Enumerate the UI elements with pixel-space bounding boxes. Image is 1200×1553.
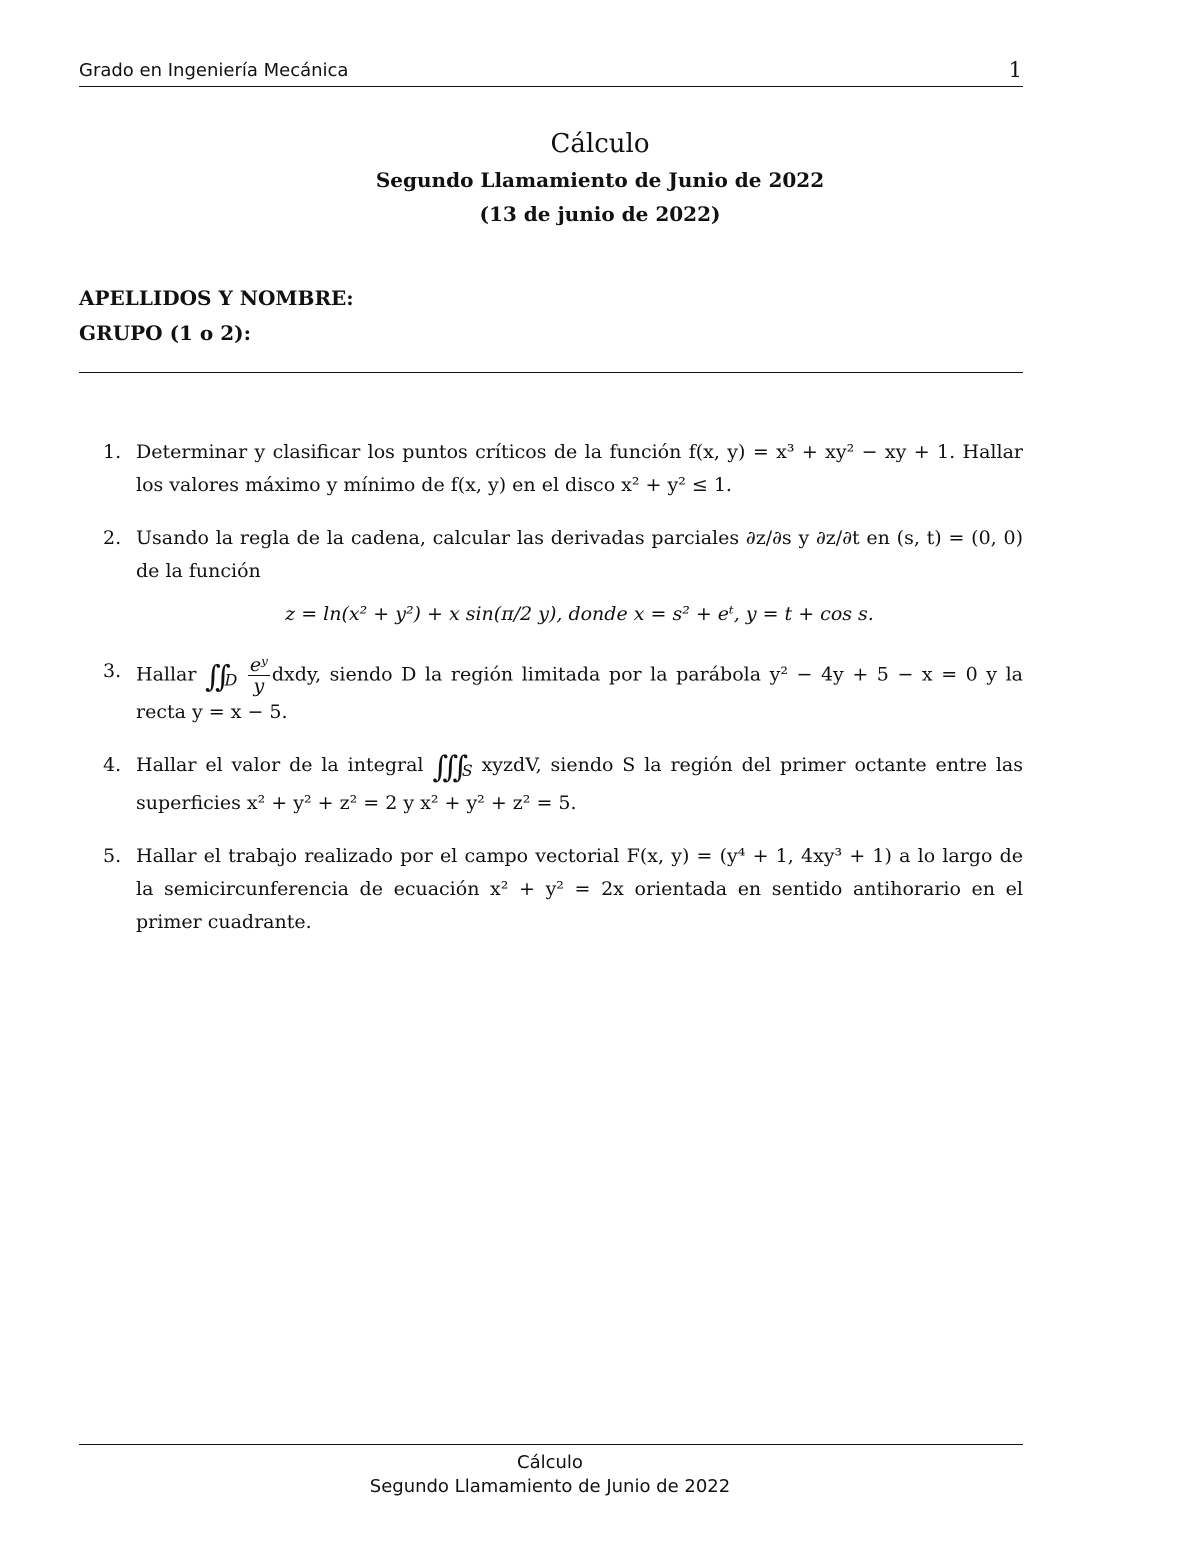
document-subtitle: Segundo Llamamiento de Junio de 2022 [375, 168, 825, 192]
footer-title: Cálculo [517, 1452, 583, 1473]
problem-number: 2. [103, 527, 122, 549]
problem-number: 4. [103, 754, 122, 777]
problem-text [136, 655, 1023, 729]
problem-4 [103, 749, 1023, 820]
problem-lead-text: Hallar [136, 663, 197, 686]
problem-text [136, 749, 1023, 820]
problem-text: Determinar y clasificar los puntos críticos de la función f(x, y) = x³ + xy² − xy + 1. Hallar los valores máximo y mínimo de f(x, y) en el disco x² + y² ≤ 1. [136, 441, 1023, 496]
name-field-label: APELLIDOS Y NOMBRE: [79, 286, 354, 310]
display-equation: z = ln(x² + y²) + x sin(π/2 y), donde x = s² + eᵗ, y = t + cos s. [285, 603, 874, 625]
fraction-denominator: y [253, 675, 265, 697]
fraction-numerator: eʸ [249, 654, 268, 676]
double-integral-sign: ∬ [205, 659, 225, 695]
problem-text: Hallar el trabajo realizado por el campo vectorial F(x, y) = (y⁴ + 1, 4xy³ + 1) a lo largo de la semicircunferencia de ecuación x² + y² = 2x orientada en sentido antihorario en el primer cuadrante. [136, 845, 1023, 934]
section-rule [79, 372, 1023, 373]
document-title: Cálculo [550, 129, 650, 159]
problem-tail-text: xyzdV, siendo S la región del primer octante entre las superficies x² + y² + z² = 2 y x² + y² + z² = 5. [136, 754, 1024, 815]
footer-rule [79, 1444, 1023, 1445]
problem-3 [103, 655, 1023, 729]
integration-region: S [461, 761, 473, 781]
problem-list [103, 436, 1023, 959]
footer-subtitle: Segundo Llamamiento de Junio de 2022 [369, 1476, 731, 1497]
problem-1 [103, 436, 1023, 502]
triple-integral-sign: ∭ [432, 750, 462, 786]
running-header: Grado en Ingeniería Mecánica [79, 60, 349, 81]
header-rule [79, 86, 1023, 87]
integrand-fraction [248, 655, 270, 696]
group-field-label: GRUPO (1 o 2): [79, 321, 251, 345]
problem-number: 1. [103, 441, 122, 463]
problem-tail-text: dxdy, siendo D la región limitada por la parábola y² − 4y + 5 − x = 0 y la recta y = x − 5. [136, 663, 1023, 724]
problem-text: Usando la regla de la cadena, calcular las derivadas parciales ∂z/∂s y ∂z/∂t en (s, t) = (0, 0) de la función [136, 527, 1023, 582]
problem-lead-text: Hallar el valor de la integral [136, 754, 424, 777]
page-number: 1 [1008, 58, 1022, 82]
problem-number: 5. [103, 845, 122, 868]
problem-5 [103, 840, 1023, 939]
problem-2 [103, 522, 1023, 635]
document-date: (13 de junio de 2022) [479, 202, 721, 226]
integration-region: D [224, 670, 238, 690]
problem-number: 3. [103, 660, 122, 682]
